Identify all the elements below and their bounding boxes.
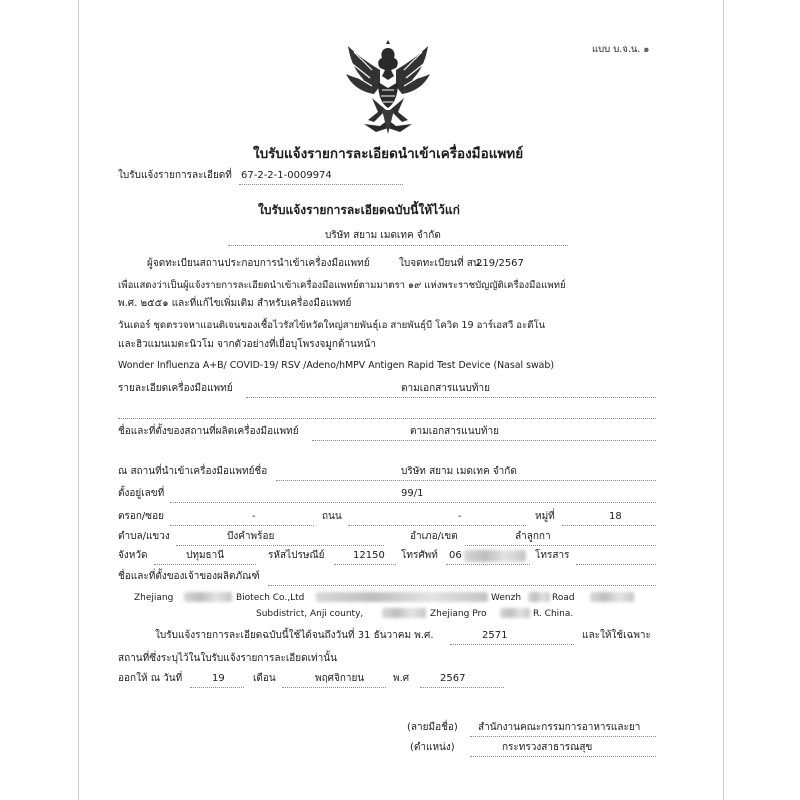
page-title: ใบรับแจ้งรายการละเอียดนำเข้าเครื่องมือแพทย์ [253, 146, 524, 162]
province-label: จังหวัด [118, 550, 148, 561]
owner-line-2-part-2: Zhejiang Pro [430, 609, 487, 619]
form-code: แบบ บ.จ.น. ๑ [592, 44, 650, 55]
fax-label: โทรสาร [535, 550, 570, 561]
importer-value: บริษัท สยาม เมดเทค จำกัด [401, 466, 517, 477]
position-value: กระทรวงสาธารณสุข [502, 742, 593, 753]
place-restriction: สถานที่ซึ่งระบุไว้ในใบรับแจ้งรายการละเอียดเท่านั้น [118, 653, 337, 664]
issued-month: พฤศจิกายน [315, 673, 365, 684]
license-holder-line: ผู้จดทะเบียนสถานประกอบการนำเข้าเครื่องมือแพทย์ [147, 258, 370, 269]
postal-code-value: 12150 [353, 550, 385, 561]
redacted-owner-3 [528, 592, 550, 602]
redacted-owner-6 [500, 608, 530, 618]
manufacturer-site-label: ชื่อและที่ตั้งของสถานที่ผลิตเครื่องมือแพทย์ [118, 426, 299, 437]
issued-day: 19 [212, 673, 225, 684]
owner-line-1-part-2: Biotech Co.,Ltd [236, 593, 305, 603]
manufacturer-site-value: ตามเอกสารแนบท้าย [410, 426, 499, 437]
declaration-line-1: เพื่อแสดงว่าเป็นผู้แจ้งรายการละเอียดนำเข้าเครื่องมือแพทย์ตามมาตรา ๑๙ แห่งพระราชบัญญัติเครื่องมือแพทย์ [118, 280, 566, 291]
company-name: บริษัท สยาม เมดเทค จำกัด [325, 230, 441, 241]
redacted-owner-5 [382, 608, 426, 618]
moo-value: 18 [609, 511, 622, 522]
validity-suffix: และให้ใช้เฉพาะ [582, 630, 651, 641]
license-number-label: ใบจดทะเบียนที่ สน. [399, 258, 483, 269]
redacted-owner-4 [590, 592, 634, 602]
importer-label: ณ สถานที่นำเข้าเครื่องมือแพทย์ชื่อ [118, 466, 268, 477]
device-detail-label: รายละเอียดเครื่องมือแพทย์ [118, 383, 233, 394]
signature-value: สำนักงานคณะกรรมการอาหารและยา [478, 722, 641, 733]
notice-number-label: ใบรับแจ้งรายการละเอียดที่ [118, 170, 232, 181]
redacted-owner-2 [316, 592, 488, 602]
validity-text: ใบรับแจ้งรายการละเอียดฉบับนี้ใช้ได้จนถึงวันที่ 31 ธันวาคม พ.ศ. [155, 630, 434, 641]
address-no-label: ตั้งอยู่เลขที่ [118, 488, 165, 499]
notice-number-value: 67-2-2-1-0009974 [241, 170, 332, 181]
year-label: พ.ศ [393, 673, 410, 684]
soi-value: - [252, 511, 256, 522]
issued-date-label: ออกให้ ณ วันที่ [118, 673, 183, 684]
district-label: อำเภอ/เขต [410, 531, 458, 542]
declaration-line-2: พ.ศ. ๒๕๕๑ และที่แก้ไขเพิ่มเติม สำหรับเครื่องมือแพทย์ [118, 298, 352, 309]
owner-line-1-part-3: Wenzh [491, 593, 522, 603]
road-label: ถนน [322, 511, 342, 522]
product-name-en: Wonder Influenza A+B/ COVID-19/ RSV /Adeno/hMPV Antigen Rapid Test Device (Nasal swab) [118, 360, 555, 371]
owner-line-1-part-1: Zhejiang [134, 593, 174, 603]
position-label: (ตำแหน่ง) [410, 742, 455, 753]
road-value: - [458, 511, 462, 522]
soi-label: ตรอก/ซอย [118, 511, 164, 522]
phone-value: 06 [449, 550, 462, 561]
license-number-value: 219/2567 [476, 258, 524, 269]
redacted-phone [464, 550, 526, 562]
subdistrict-label: ตำบล/แขวง [118, 531, 170, 542]
device-detail-value: ตามเอกสารแนบท้าย [401, 383, 490, 394]
product-name-th-1: วันเดอร์ ชุดตรวจหาแอนติเจนของเชื้อไวรัสไข้หวัดใหญ่สายพันธุ์เอ สายพันธุ์บี โควิด 19 อาร์เอสวี อะดีโน [118, 320, 546, 331]
month-label: เดือน [253, 673, 276, 684]
product-name-th-2: และฮิวแมนเมตะนิวโม จากตัวอย่างที่เยื่อบุโพรงจมูกด้านหน้า [118, 339, 376, 350]
province-value: ปทุมธานี [186, 550, 225, 561]
address-no-value: 99/1 [401, 488, 424, 499]
validity-year: 2571 [482, 630, 508, 641]
owner-line-2-part-1: Subdistrict, Anji county, [256, 609, 364, 619]
phone-label: โทรศัพท์ [401, 550, 438, 561]
district-value: ลำลูกกา [515, 531, 551, 542]
moo-label: หมู่ที่ [535, 511, 555, 522]
signature-label: (ลายมือชื่อ) [407, 722, 458, 733]
issued-year: 2567 [440, 673, 466, 684]
postal-code-label: รหัสไปรษณีย์ [268, 550, 325, 561]
redacted-owner-1 [184, 592, 232, 602]
owner-label: ชื่อและที่ตั้งของเจ้าของผลิตภัณฑ์ [118, 571, 260, 582]
subdistrict-value: บึงคำพร้อย [227, 531, 275, 542]
owner-line-1-part-4: Road [552, 593, 575, 603]
issued-to-heading: ใบรับแจ้งรายการละเอียดฉบับนี้ให้ไว้แก่ [258, 203, 460, 217]
garuda-emblem [342, 40, 434, 136]
owner-line-2-part-3: R. China. [533, 609, 574, 619]
